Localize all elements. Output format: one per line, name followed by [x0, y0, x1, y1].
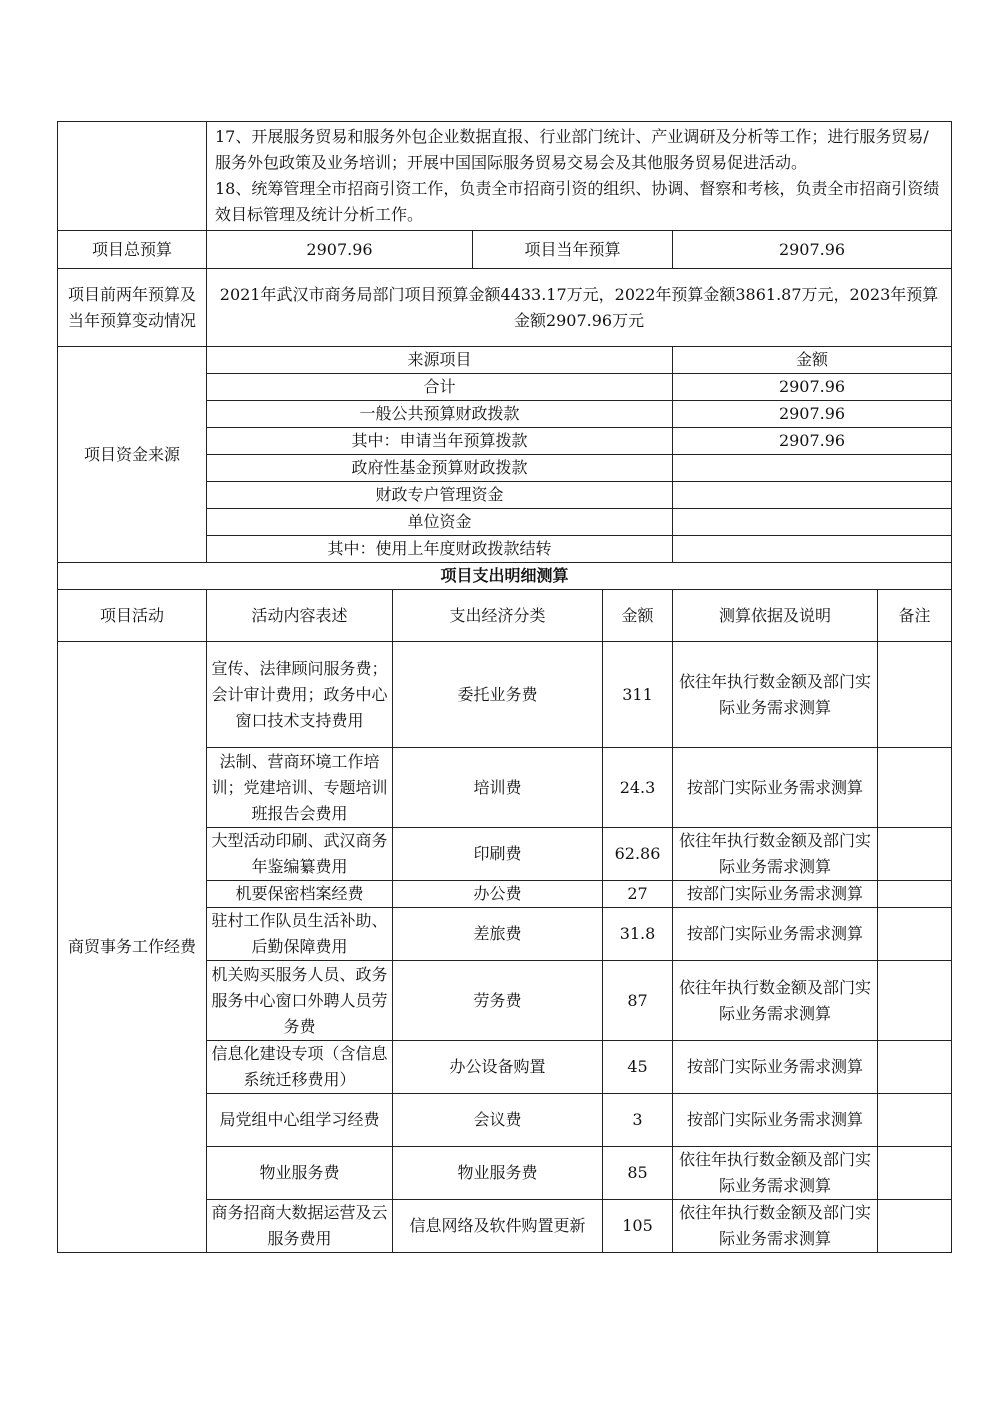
funding-source: 其中：申请当年预算拨款: [207, 428, 673, 455]
header-note: 备注: [878, 590, 952, 642]
budget-history-row: [58, 269, 952, 347]
row-category: 办公设备购置: [393, 1041, 603, 1094]
row-content: 物业服务费: [207, 1147, 393, 1200]
row-basis: 按部门实际业务需求测算: [673, 881, 878, 908]
funding-amount: 2907.96: [673, 401, 952, 428]
funding-source: 单位资金: [207, 509, 673, 536]
row-content: 商务招商大数据运营及云服务费用: [207, 1200, 393, 1253]
row-note: [878, 828, 952, 881]
row-basis: 按部门实际业务需求测算: [673, 748, 878, 828]
row-content: 信息化建设专项（含信息系统迁移费用）: [207, 1041, 393, 1094]
row-basis: 依往年执行数金额及部门实际业务需求测算: [673, 828, 878, 881]
row-amount: 105: [603, 1200, 673, 1253]
duties-row: [58, 122, 952, 231]
row-category: 信息网络及软件购置更新: [393, 1200, 603, 1253]
row-note: [878, 1147, 952, 1200]
header-content: 活动内容表述: [207, 590, 393, 642]
funding-amount-header: 金额: [673, 347, 952, 374]
row-note: [878, 748, 952, 828]
row-content: 宣传、法律顾问服务费；会计审计费用；政务中心窗口技术支持费用: [207, 642, 393, 748]
row-basis: 依往年执行数金额及部门实际业务需求测算: [673, 642, 878, 748]
row-note: [878, 642, 952, 748]
row-note: [878, 961, 952, 1041]
current-budget-label: 项目当年预算: [473, 231, 673, 269]
row-amount: 62.86: [603, 828, 673, 881]
history-text: 2021年武汉市商务局部门项目预算金额4433.17万元，2022年预算金额3861.87万元，2023年预算金额2907.96万元: [207, 269, 952, 347]
row-basis: 依往年执行数金额及部门实际业务需求测算: [673, 961, 878, 1041]
funding-source: 一般公共预算财政拨款: [207, 401, 673, 428]
detail-header-row: [58, 590, 952, 642]
row-category: 差旅费: [393, 908, 603, 961]
row-amount: 31.8: [603, 908, 673, 961]
row-category: 办公费: [393, 881, 603, 908]
row-category: 会议费: [393, 1094, 603, 1147]
row-note: [878, 908, 952, 961]
duty-item-18: 18、统筹管理全市招商引资工作，负责全市招商引资的组织、协调、督察和考核，负责全市招商引资绩效目标管理及统计分析工作。: [215, 179, 940, 224]
row-note: [878, 1094, 952, 1147]
row-category: 劳务费: [393, 961, 603, 1041]
row-basis: 依往年执行数金额及部门实际业务需求测算: [673, 1147, 878, 1200]
history-label: 项目前两年预算及当年预算变动情况: [58, 269, 207, 347]
activity-name: 商贸事务工作经费: [58, 642, 207, 1253]
row-category: 物业服务费: [393, 1147, 603, 1200]
funding-amount: [673, 455, 952, 482]
row-amount: 24.3: [603, 748, 673, 828]
row-category: 委托业务费: [393, 642, 603, 748]
row-content: 驻村工作队员生活补助、后勤保障费用: [207, 908, 393, 961]
row-amount: 87: [603, 961, 673, 1041]
detail-title-row: [58, 563, 952, 590]
detail-row: [58, 642, 952, 748]
funding-source-header: 来源项目: [207, 347, 673, 374]
row-content: 机关购买服务人员、政务服务中心窗口外聘人员劳务费: [207, 961, 393, 1041]
funding-amount: [673, 509, 952, 536]
row-note: [878, 881, 952, 908]
total-budget-value: 2907.96: [207, 231, 473, 269]
row-category: 印刷费: [393, 828, 603, 881]
header-activity: 项目活动: [58, 590, 207, 642]
header-amount: 金额: [603, 590, 673, 642]
detail-section-title: 项目支出明细测算: [58, 563, 952, 590]
row-basis: 依往年执行数金额及部门实际业务需求测算: [673, 1200, 878, 1253]
row-amount: 85: [603, 1147, 673, 1200]
duties-cell: [207, 122, 952, 231]
header-category: 支出经济分类: [393, 590, 603, 642]
funding-amount: [673, 482, 952, 509]
funding-amount: 2907.96: [673, 428, 952, 455]
row-amount: 3: [603, 1094, 673, 1147]
row-basis: 按部门实际业务需求测算: [673, 908, 878, 961]
row-amount: 311: [603, 642, 673, 748]
row-content: 法制、营商环境工作培训；党建培训、专题培训班报告会费用: [207, 748, 393, 828]
row-content: 大型活动印刷、武汉商务年鉴编纂费用: [207, 828, 393, 881]
funding-label: 项目资金来源: [58, 347, 207, 563]
total-budget-label: 项目总预算: [58, 231, 207, 269]
budget-document: [57, 121, 951, 1253]
row-note: [878, 1200, 952, 1253]
duty-item-17: 17、开展服务贸易和服务外包企业数据直报、行业部门统计、产业调研及分析等工作；进行服务贸易/服务外包政策及业务培训；开展中国国际服务贸易交易会及其他服务贸易促进活动。: [215, 127, 929, 172]
budget-total-row: [58, 231, 952, 269]
row-basis: 按部门实际业务需求测算: [673, 1094, 878, 1147]
duties-label-cell: [58, 122, 207, 231]
header-basis: 测算依据及说明: [673, 590, 878, 642]
funding-amount: 2907.96: [673, 374, 952, 401]
row-amount: 27: [603, 881, 673, 908]
funding-amount: [673, 536, 952, 563]
row-content: 局党组中心组学习经费: [207, 1094, 393, 1147]
funding-source: 合计: [207, 374, 673, 401]
funding-header-row: [58, 347, 952, 374]
row-basis: 按部门实际业务需求测算: [673, 1041, 878, 1094]
row-content: 机要保密档案经费: [207, 881, 393, 908]
current-budget-value: 2907.96: [673, 231, 952, 269]
row-note: [878, 1041, 952, 1094]
funding-source: 财政专户管理资金: [207, 482, 673, 509]
funding-source: 政府性基金预算财政拨款: [207, 455, 673, 482]
row-amount: 45: [603, 1041, 673, 1094]
row-category: 培训费: [393, 748, 603, 828]
budget-table: [57, 121, 952, 1253]
funding-source: 其中：使用上年度财政拨款结转: [207, 536, 673, 563]
